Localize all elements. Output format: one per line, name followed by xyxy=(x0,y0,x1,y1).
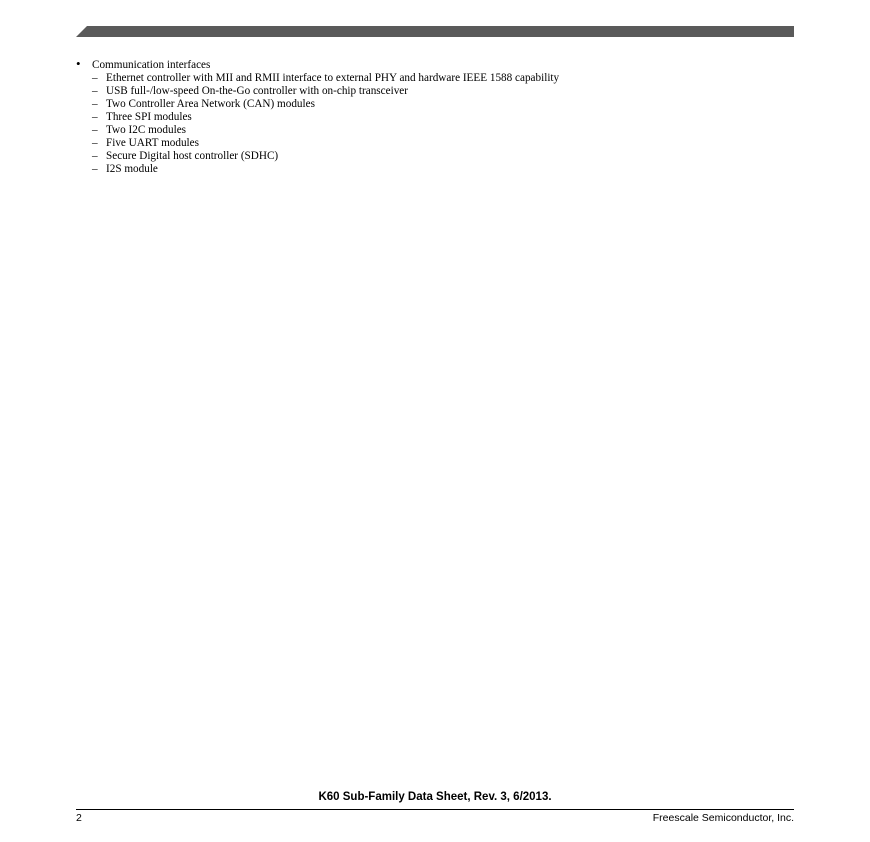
list-item-text: Five UART modules xyxy=(106,137,199,149)
interface-list xyxy=(76,72,776,176)
header-bar xyxy=(76,26,794,37)
list-item xyxy=(92,163,776,176)
list-item-text: Ethernet controller with MII and RMII interface to external PHY and hardware IEEE 1588 capability xyxy=(106,72,560,84)
list-item xyxy=(92,85,776,98)
dash-icon: – xyxy=(92,150,98,162)
list-item-text: Two Controller Area Network (CAN) modules xyxy=(106,98,315,110)
company-name: Freescale Semiconductor, Inc. xyxy=(652,812,794,824)
list-item xyxy=(92,111,776,124)
dash-icon: – xyxy=(92,163,98,175)
list-item-text: Three SPI modules xyxy=(106,111,192,123)
list-item-text: USB full-/low-speed On-the-Go controller with on-chip transceiver xyxy=(106,85,408,97)
dash-icon: – xyxy=(92,98,98,110)
dash-icon: – xyxy=(92,85,98,97)
list-item xyxy=(92,150,776,163)
list-item-text: Secure Digital host controller (SDHC) xyxy=(106,150,279,162)
list-item xyxy=(92,98,776,111)
list-item xyxy=(92,72,776,85)
list-item-text: Two I2C modules xyxy=(106,124,187,136)
list-item-text: I2S module xyxy=(106,163,158,175)
dash-icon: – xyxy=(92,137,98,149)
dash-icon: – xyxy=(92,72,98,84)
list-item xyxy=(92,124,776,137)
bullet-communication-interfaces xyxy=(76,57,776,72)
page-number: 2 xyxy=(76,812,82,824)
bullet-label: Communication interfaces xyxy=(92,59,211,71)
bullet-icon: • xyxy=(76,56,81,71)
footer-title: K60 Sub-Family Data Sheet, Rev. 3, 6/2013. xyxy=(318,791,552,803)
footer-divider xyxy=(76,809,794,810)
dash-icon: – xyxy=(92,111,98,123)
dash-icon: – xyxy=(92,124,98,136)
list-item xyxy=(92,137,776,150)
page-content xyxy=(76,57,776,176)
